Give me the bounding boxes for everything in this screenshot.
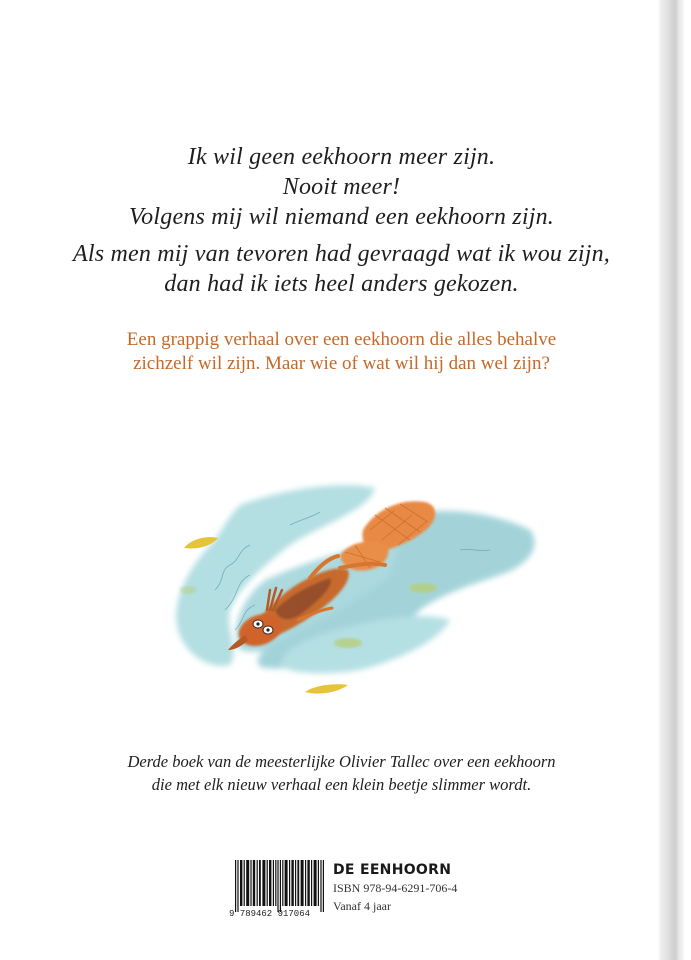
quote-line: dan had ik iets heel anders gekozen. <box>164 271 519 297</box>
author-blurb <box>0 750 683 796</box>
tagline <box>0 328 683 376</box>
quote-line: Ik wil geen eekhoorn meer zijn. <box>187 144 496 170</box>
quote-stanza-1 <box>0 142 683 232</box>
quote-stanza-2 <box>0 239 683 299</box>
squirrel-diving-in-water-icon <box>170 470 550 710</box>
tagline-line: zichzelf wil zijn. Maar wie of wat wil hij dan wel zijn? <box>133 353 550 374</box>
barcode-digits: 9 789462 917064 <box>229 909 311 919</box>
quote-line: Volgens mij wil niemand een eekhoorn zijn. <box>128 204 554 230</box>
publisher-name: DE EENHOORN <box>333 862 452 878</box>
quote-line: Nooit meer! <box>282 174 401 200</box>
quote-line: Als men mij van tevoren had gevraagd wat ik wou zijn, <box>73 241 610 267</box>
isbn-barcode <box>229 860 325 920</box>
publisher-info <box>333 861 457 915</box>
tagline-line: Een grappig verhaal over een eekhoorn die alles behalve <box>126 329 557 350</box>
blurb-line: die met elk nieuw verhaal een klein beetje slimmer wordt. <box>151 775 532 794</box>
barcode-bars-icon <box>235 860 325 912</box>
blurb-line: Derde boek van de meesterlijke Olivier Tallec over een eekhoorn <box>127 752 556 771</box>
isbn-number: ISBN 978-94-6291-706-4 <box>333 881 458 895</box>
age-range: Vanaf 4 jaar <box>333 899 391 913</box>
